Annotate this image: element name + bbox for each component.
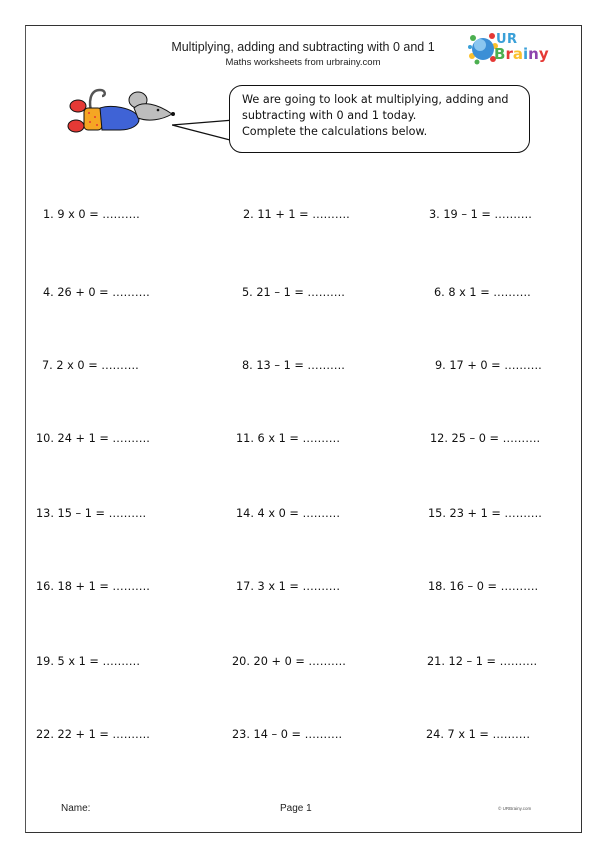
intro-line-1: We are going to look at multiplying, adding and bbox=[242, 93, 509, 106]
question-6: 6. 8 x 1 = ………. bbox=[434, 286, 531, 299]
question-1: 1. 9 x 0 = ………. bbox=[43, 208, 140, 221]
intro-line-3: Complete the calculations below. bbox=[242, 125, 428, 138]
question-7: 7. 2 x 0 = ………. bbox=[42, 359, 139, 372]
question-20: 20. 20 + 0 = ………. bbox=[232, 655, 346, 668]
question-5: 5. 21 – 1 = ………. bbox=[242, 286, 345, 299]
speech-bubble-tail bbox=[172, 115, 234, 145]
intro-line-2: subtracting with 0 and 1 today. bbox=[242, 109, 417, 122]
question-24: 24. 7 x 1 = ………. bbox=[426, 728, 530, 741]
question-4: 4. 26 + 0 = ………. bbox=[43, 286, 150, 299]
question-18: 18. 16 – 0 = ………. bbox=[428, 580, 539, 593]
question-10: 10. 24 + 1 = ………. bbox=[36, 432, 150, 445]
logo-brainy-text: Brainy bbox=[494, 45, 549, 63]
question-8: 8. 13 – 1 = ………. bbox=[242, 359, 345, 372]
question-22: 22. 22 + 1 = ………. bbox=[36, 728, 150, 741]
question-21: 21. 12 – 1 = ………. bbox=[427, 655, 538, 668]
worksheet-title: Multiplying, adding and subtracting with 0 and 1 bbox=[171, 40, 435, 54]
question-12: 12. 25 – 0 = ………. bbox=[430, 432, 541, 445]
copyright-text: © URBrainy.com bbox=[498, 806, 532, 811]
logo-ur-text: UR bbox=[496, 32, 518, 47]
question-19: 19. 5 x 1 = ………. bbox=[36, 655, 140, 668]
question-11: 11. 6 x 1 = ………. bbox=[236, 432, 340, 445]
urbrainy-logo bbox=[472, 32, 562, 66]
question-2: 2. 11 + 1 = ………. bbox=[243, 208, 350, 221]
question-3: 3. 19 – 1 = ………. bbox=[429, 208, 532, 221]
mouse-mascot-icon bbox=[62, 84, 182, 144]
question-17: 17. 3 x 1 = ………. bbox=[236, 580, 340, 593]
question-9: 9. 17 + 0 = ………. bbox=[435, 359, 542, 372]
question-14: 14. 4 x 0 = ………. bbox=[236, 507, 340, 520]
worksheet-subtitle: Maths worksheets from urbrainy.com bbox=[225, 57, 381, 68]
name-label: Name: bbox=[61, 803, 91, 814]
question-13: 13. 15 – 1 = ………. bbox=[36, 507, 147, 520]
question-23: 23. 14 – 0 = ………. bbox=[232, 728, 343, 741]
speech-bubble bbox=[229, 85, 530, 153]
question-15: 15. 23 + 1 = ………. bbox=[428, 507, 542, 520]
page-number: Page 1 bbox=[280, 803, 312, 814]
question-16: 16. 18 + 1 = ………. bbox=[36, 580, 150, 593]
